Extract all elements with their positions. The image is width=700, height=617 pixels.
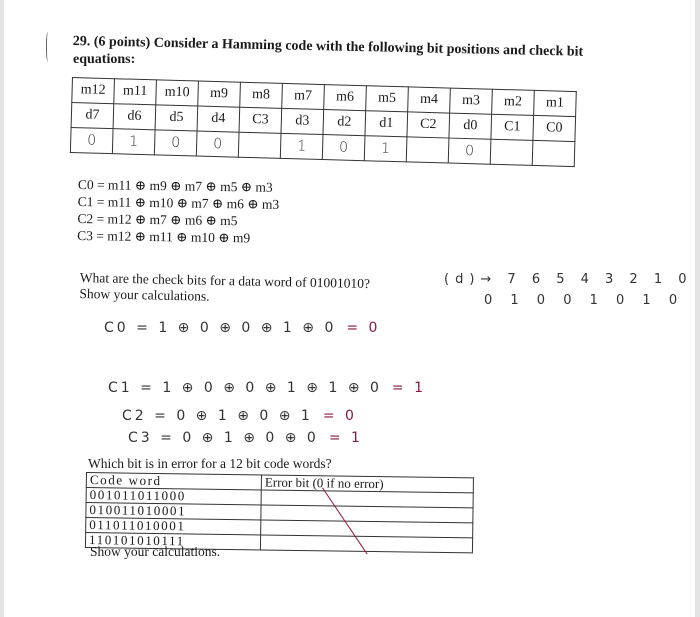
header-error-bit: Error bit (0 if no error) <box>261 475 473 493</box>
position-cell: m10 <box>156 80 199 106</box>
role-cell: d6 <box>113 104 156 130</box>
question-text: Consider a Hamming code with the following bit positions and check bit <box>153 35 584 60</box>
equation-c3: C3 = m12 ⊕ m11 ⊕ m10 ⊕ m9 <box>77 227 251 246</box>
value-cell <box>406 137 449 163</box>
margin-bracket-mark <box>46 32 51 62</box>
position-cell: m12 <box>72 78 115 104</box>
c2-result: = 0 <box>322 408 357 424</box>
bit-position-table <box>70 77 577 167</box>
value-cell: 1 <box>280 133 323 159</box>
c1-work: C1 = 1 ⊕ 0 ⊕ 0 ⊕ 1 ⊕ 1 ⊕ 0 <box>108 380 382 396</box>
position-cell: m4 <box>408 87 451 113</box>
c2-work: C2 = 0 ⊕ 1 ⊕ 0 ⊕ 1 <box>122 408 313 424</box>
role-cell: d5 <box>155 105 198 131</box>
codeword-table <box>85 472 474 553</box>
value-cell: 0 <box>154 130 197 156</box>
question-title <box>73 34 584 61</box>
check-bit-equations <box>77 176 280 247</box>
equation-c1: C1 = m11 ⊕ m10 ⊕ m7 ⊕ m6 ⊕ m3 <box>77 193 280 212</box>
value-cell <box>238 132 281 158</box>
position-cell: m1 <box>534 90 577 116</box>
position-cell: m11 <box>114 79 157 105</box>
value-cell <box>532 140 575 166</box>
value-cell: 1 <box>112 129 155 155</box>
handwritten-data-value-row: 0 1 0 0 1 0 1 0 <box>484 293 685 308</box>
part2-question: Which bit is in error for a 12 bit code words? <box>88 456 332 471</box>
code-word-cell: 110101010111 <box>85 533 260 550</box>
position-cell: m3 <box>450 88 493 114</box>
role-cell: C1 <box>491 114 534 140</box>
part2-footer: Show your calculations. <box>90 544 221 559</box>
question-title-continued: equations: <box>73 52 136 67</box>
handwritten-c0-calc <box>104 320 380 336</box>
role-cell: d7 <box>71 103 114 129</box>
code-word-cell: 001011011000 <box>86 488 261 505</box>
position-cell: m6 <box>324 85 367 111</box>
value-cell: 0 <box>196 131 239 157</box>
page-edge-right <box>695 0 700 617</box>
handwritten-c1-calc <box>108 380 426 396</box>
role-cell: d0 <box>449 113 492 139</box>
handwritten-c2-calc <box>122 408 357 424</box>
role-cell: d1 <box>365 111 408 137</box>
question-points: (6 points) <box>93 34 151 51</box>
role-cell: C2 <box>407 112 450 138</box>
code-word-cell: 011011010001 <box>86 518 261 535</box>
part1-question <box>79 270 370 308</box>
code-word-cell: 010011010001 <box>86 503 261 520</box>
error-bit-cell <box>260 535 472 553</box>
handwritten-data-index-row: (d)→ 7 6 5 4 3 2 1 0 <box>444 272 693 287</box>
position-cell: m5 <box>366 86 409 112</box>
value-cell: 1 <box>364 136 407 162</box>
role-cell: d2 <box>323 110 366 136</box>
role-cell: C0 <box>533 115 576 141</box>
value-cell <box>490 139 533 165</box>
part1-line2: Show your calculations. <box>79 285 210 304</box>
value-cell: 0 <box>70 127 113 153</box>
value-cell: 0 <box>448 138 491 164</box>
role-cell: d3 <box>281 108 324 134</box>
page-edge-left <box>0 0 4 617</box>
c3-work: C3 = 0 ⊕ 1 ⊕ 0 ⊕ 0 <box>128 430 319 446</box>
c0-work: C0 = 1 ⊕ 0 ⊕ 0 ⊕ 1 ⊕ 0 <box>104 320 337 336</box>
value-cell: 0 <box>322 135 365 161</box>
equation-c2: C2 = m12 ⊕ m7 ⊕ m6 ⊕ m5 <box>77 210 238 229</box>
role-cell: C3 <box>239 107 282 133</box>
question-number: 29. <box>72 34 91 50</box>
role-cell: d4 <box>197 106 240 132</box>
part1-line1: What are the check bits for a data word of 01001010? <box>79 270 371 292</box>
c3-result: = 1 <box>328 430 363 446</box>
position-cell: m9 <box>198 81 241 107</box>
equation-c0: C0 = m11 ⊕ m9 ⊕ m7 ⊕ m5 ⊕ m3 <box>77 176 273 195</box>
position-cell: m8 <box>240 82 283 108</box>
position-cell: m2 <box>492 89 535 115</box>
c0-result: = 0 <box>346 320 381 336</box>
c1-result: = 1 <box>391 380 427 396</box>
handwritten-c3-calc <box>128 430 363 446</box>
position-cell: m7 <box>282 83 325 109</box>
header-code-word: Code word <box>86 473 261 490</box>
